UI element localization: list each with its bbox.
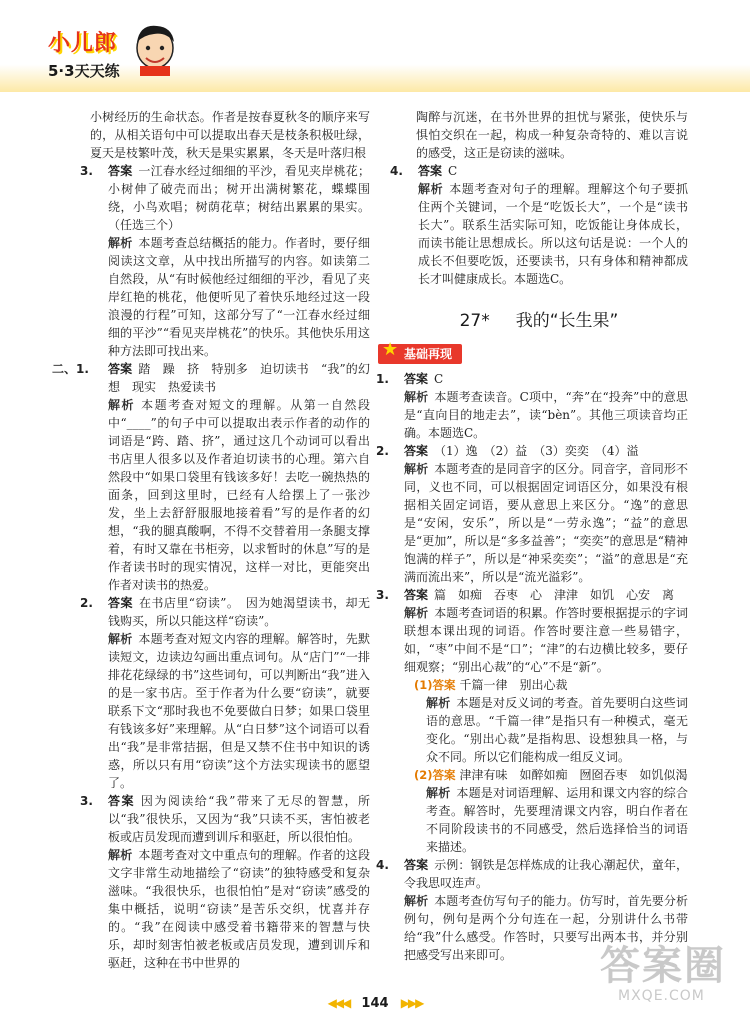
answer-text: 篇 如痴 吞枣 心 津津 如饥 心安 离	[434, 588, 675, 602]
question-number: 2.	[376, 444, 389, 458]
logo-subtitle: 5·3天天练	[48, 62, 120, 80]
star-icon: ★	[382, 339, 399, 360]
page-number: 144	[361, 996, 389, 1011]
sub-answer-text: 津津有味 如醉如痴 囫囵吞枣 如饥似渴	[459, 768, 688, 782]
explanation-text: 本题考查对文中重点句的理解。作者的这段文字非常生动地描绘了“窃读”的独特感受和复杂滋味。“我很快乐，也很怕怕”是对“窃读”感受的集中概括，说明“窃读”是苦乐交织，忧喜并存的。“我”在阅读中感受着书籍带来的智慧与快乐，却时刻害怕被老板或店员发现，遭到训斥和驱赶，这种在书中世界的	[108, 848, 370, 970]
question-number: 二、1.	[52, 362, 89, 376]
question-number: 1.	[376, 372, 389, 386]
explanation-text: 本题考查总结概括的能力。作者时，要仔细阅读这文章，从中找出所描写的内容。如读第二自然段，从“有时候他经过细细的平沙，看见了夹岸红艳的桃花，他便听见了着快乐地经过这一段浪漫的行程”可知，这部分写了“一江春水经过细细的平沙”“看见夹岸桃花”的快乐。其他快乐用这种方法即可找出来。	[108, 236, 370, 358]
explanation-label: 解析	[404, 894, 429, 908]
question-number: 4.	[376, 858, 389, 872]
explanation-label: 解析	[426, 696, 451, 710]
answer-label: 答案	[108, 164, 133, 178]
explanation-label: 解析	[418, 182, 444, 196]
answer-text: 一江春水经过细细的平沙，看见夹岸桃花；小树伸了破壳而出；树开出满树繁花，蝶蝶围绕，小鸟欢唱；树荫花草；树结出累累的果实。（任选三个）	[108, 164, 370, 232]
answer-text: 示例：钢铁是怎样炼成的让我心潮起伏，童年，令我思叹连声。	[404, 858, 688, 890]
answer-text: 在书店里“窃读”。 因为她渴望读书，却无钱购买，所以只能这样“窃读”。	[108, 596, 370, 628]
watermark-text: 答案圈	[600, 943, 726, 989]
answer-label: 答案	[404, 858, 429, 872]
explanation-text: 本题考查对句子的理解。理解这个句子要抓住两个关键词，一个是“吃饭长大”，一个是“读书长大”。联系生活实际可知，吃饭能让身体成长，而读书能让思想成长。所以这句话是说：一个人的成长不但要吃饭，还要读书，只有身体和精神都成长才叫健康成长。本题选C。	[418, 182, 688, 286]
left-column	[52, 108, 370, 972]
question-number: 3.	[80, 164, 93, 178]
watermark-url: MXQE.COM	[618, 988, 705, 1004]
section-tag	[378, 339, 462, 364]
question-number: 4.	[390, 164, 403, 178]
arrow-right-icon: ▶▶▶	[400, 996, 423, 1010]
explanation-label: 解析	[108, 236, 133, 250]
explanation-label: 解析	[108, 848, 133, 862]
answer-text: C	[448, 164, 458, 178]
question-1	[376, 370, 688, 442]
answer-label: 答案	[108, 596, 133, 610]
explanation-text: 本题考查读音。C项中，“奔”在“投奔”中的意思是“直向目的地走去”，读“bèn”。其他三项读音均正确。本题选C。	[404, 390, 688, 440]
answer-continuation: 陶醉与沉迷，在书外世界的担忧与紧张，使快乐与惧怕交织在一起，构成一种复杂奇特的、难以言说的感受，这正是窃读的滋味。	[416, 110, 688, 160]
explanation-label: 解析	[404, 390, 429, 404]
sub-answer-text: 千篇一律 别出心裁	[459, 678, 568, 692]
question-2	[376, 442, 688, 586]
answer-label: 答案	[404, 372, 429, 386]
explanation-text: 本题考查的是同音字的区分。同音字，音同形不同，义也不同，可以根据固定词语区分，如果没有根据相关固定词语，要从意思上来区分。“逸”的意思是“安闲，安乐”，所以是“一劳永逸”；“益”的意思是“更加”，所以是“多多益善”；“奕奕”的意思是“精神饱满的样子”，所以是“神采奕奕”；“溢”的意思是“充满而流出来”，所以是“流光溢彩”。	[404, 462, 688, 584]
question-number: 3.	[80, 794, 93, 808]
explanation-label: 解析	[404, 462, 429, 476]
question-3b	[80, 792, 370, 972]
question-2	[80, 594, 370, 792]
explanation-text: 本题是对词语理解、运用和课文内容的综合考查。解答时，先要理清课文内容，明白作者在不同阶段读书的不同感受，然后选择恰当的词语来描述。	[426, 786, 688, 854]
lesson-title: 我的“长生果”	[515, 311, 619, 331]
explanation-label: 解析	[108, 632, 133, 646]
question-4	[390, 162, 688, 288]
question-number: 3.	[376, 588, 389, 602]
question-number: 2.	[80, 596, 93, 610]
answer-label: 答案	[418, 164, 443, 178]
question-3	[80, 162, 370, 360]
explanation-text: 本题考查词语的积累。作答时要根据提示的字词联想本课出现的词语。作答时要注意一些易错字，如，“枣”中间不是“口”；“津”的右边横比较多，要仔细观察；“别出心裁”的“心”不是“新”。	[404, 606, 688, 674]
watermark	[590, 930, 730, 1012]
answer-label: 答案	[108, 362, 133, 376]
explanation-text: 本题考查对短文内容的理解。解答时，先默读短文，边读边勾画出重点词句。从“店门”“一排排花花绿绿的书”这些词句，可以判断出“我”进入的是一家书店。至于作者为什么要“窃读”，就要联系下文“那时我也不免要做白日梦；如果口袋里有钱该多好”来理解。从“白日梦”这个词语可以看出“我”是非常拮据，但是又禁不住书中知识的诱惑，所以只有用“窃读”这个方法实现读书的愿望了。	[108, 632, 370, 790]
boy-mascot-icon	[130, 18, 180, 78]
explanation-label: 解析	[108, 398, 136, 412]
section2-question-1	[52, 360, 370, 594]
right-column	[376, 108, 688, 964]
sub-answer-label: (1)答案	[414, 678, 456, 692]
lesson-heading	[390, 312, 688, 330]
explanation-text: 本题是对反义词的考查。首先要明白这些词语的意思。“千篇一律”是指只有一种模式，毫无变化。“别出心裁”是指构思、设想独具一格，与众不同。所以它们能构成一组反义词。	[426, 696, 688, 764]
logo-title: 小儿郎	[48, 31, 118, 56]
answer-text: 踏 躁 挤 特别多 迫切读书 “我”的幻想 现实 热爱读书	[108, 362, 370, 394]
answer-label: 答案	[404, 588, 429, 602]
explanation-text: 本题考查仿写句子的能力。仿写时，首先要分析例句，例句是两个分句连在一起，分别讲什么书带给“我”什么感受。作答时，只要写出两本书，并分别把感受写出来即可。	[404, 894, 688, 962]
answer-text: 因为阅读给“我”带来了无尽的智慧，所以“我”很快乐，又因为“我”只读不买，害怕被老板或店员发现而遭到训斥和驱赶，所以很怕怕。	[108, 794, 370, 844]
section-label: 基础再现	[404, 347, 453, 361]
explanation-label: 解析	[404, 606, 429, 620]
question-3	[376, 586, 688, 856]
explanation-label: 解析	[426, 786, 451, 800]
answer-text: （1）逸 （2）益 （3）奕奕 （4）溢	[434, 444, 639, 458]
answer-label: 答案	[108, 794, 135, 808]
lesson-number: 27*	[459, 311, 490, 331]
answer-text: C	[434, 372, 444, 386]
arrow-left-icon: ◀◀◀	[327, 996, 350, 1010]
answer-continuation: 小树经历的生命状态。作者是按春夏秋冬的顺序来写的，从相关语句中可以提取出春天是枝条积极吐绿，夏天是枝繁叶茂，秋天是果实累累，冬天是叶落归根	[90, 110, 370, 160]
sub-answer-label: (2)答案	[414, 768, 456, 782]
answer-label: 答案	[404, 444, 429, 458]
brand-logo	[42, 18, 177, 88]
explanation-text: 本题考查对短文的理解。从第一自然段中“____”的句子中可以提取出表示作者的动作的词语是“跨、踏、挤”，通过这几个动词可以看出书店里人很多以及作者迫切读书的心理。第六自然段中“如果口袋里有钱该多好！去吃一碗热热的面条，回到这里时，已经有人给摆上了一张沙发，坐上去舒舒服服地接着看”写的是作者的幻想，“我的腿真酸啊，不得不交替着用一条腿支撑着，有时又靠在书柜旁，以求暂时的休息”写的是作者读书时的现实情况，这样一对比，更能突出作者对读书的热爱。	[108, 398, 370, 592]
